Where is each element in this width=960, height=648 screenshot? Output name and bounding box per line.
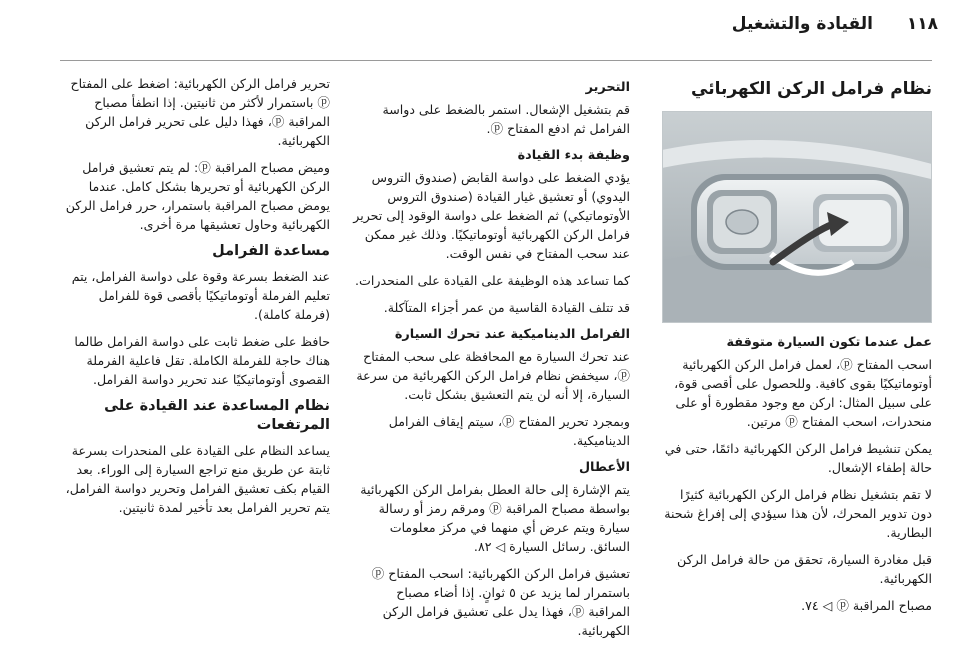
dynamic-text-2: وبمجرد تحرير المفتاح ⓟ، سيتم إيقاف الفرامل الديناميكية. — [388, 414, 630, 448]
wear-text: قد تتلف القيادة القاسية من عمر أجزاء المتآكلة. — [383, 300, 630, 315]
page-title — [732, 14, 938, 34]
section-title: نظام فرامل الركن الكهربائي — [691, 79, 932, 99]
hill-start-text: يساعد النظام على القيادة على المنحدرات بسرعة ثابتة عن طريق منع تراجع السيارة إلى الوراء. بعد القيام بكف تعشيق الفرامل وتحرير دواسة الفرامل، يتم تحرير الفرامل بعد تأخير لمدة ثانيتين. — [65, 443, 330, 515]
brake-assist-text: عند الضغط بسرعة وقوة على دواسة الفرامل، يتم تعليم الفرملة أوتوماتيكيًا بأقصى قوة للفرامل (فرملة كاملة). — [71, 269, 330, 322]
page-footer — [0, 632, 960, 642]
assist-text: كما تساعد هذه الوظيفة على القيادة على المنحدرات. — [355, 273, 630, 288]
fault-text: يتم الإشارة إلى حالة العطل بفرامل الركن الكهربائية بواسطة مصباح المراقبة ⓟ ومرقم رمز أو رسالة سيارة ويتم عرض أي منهما في مركز معلومات السائق. رسائل السيارة ◁ ٨٢. — [360, 482, 630, 554]
fault-text-2: تعشيق فرامل الركن الكهربائية: اسحب المفتاح ⓟ باستمرار لما يزيد عن ٥ ثوانٍ. إذا أضاء مصباح المراقبة ⓟ، فهذا يدل على تعشيق فرامل الركن الكهربائية. — [371, 566, 630, 638]
chapter-title: القيادة والتشغيل — [731, 14, 873, 34]
dynamic-text: عند تحرك السيارة مع المحافظة على سحب المفتاح ⓟ، سيخفض نظام فرامل الركن الكهربائية من سرعة السيارة، إلا أنه لن يتم التعشيق بشكل ثابت. — [356, 349, 630, 402]
header-divider — [60, 60, 932, 61]
parking-brake-switch-image — [662, 111, 932, 323]
para-1: اسحب المفتاح ⓟ، لعمل فرامل الركن الكهربائية أوتوماتيكيًا بقوى كافية. وللحصول على أقصى قوة، على سبيل المثال: اركن مع وجود مقطورة أو على منحدرات، اسحب المفتاح ⓟ مرتين. — [674, 357, 932, 429]
para-4: قبل مغادرة السيارة، تحقق من حالة فرامل الركن الكهربائية. — [677, 552, 932, 586]
para-2: يمكن تنشيط فرامل الركن الكهربائية دائمًا، حتى في حالة إطفاء الإشعال. — [664, 441, 932, 475]
page-header — [0, 0, 960, 58]
para-3: لا تقم بتشغيل نظام فرامل الركن الكهربائية كثيرًا دون تدوير المحرك، لأن هذا سيؤدي إلى إفراغ شحنة البطارية. — [664, 487, 932, 540]
release-text: قم بتشغيل الإشعال. استمر بالضغط على دواسة الفرامل ثم ادفع المفتاح ⓟ. — [382, 102, 630, 136]
brake-assist-text-2: حافظ على ضغط ثابت على دواسة الفرامل طالما هناك حاجة للفرملة الكاملة. تقل فاعلية الفرملة القصوى أوتوماتيكيًا عند تحرير دواسة الفرامل. — [74, 334, 330, 387]
fault-heading: الأعطال — [578, 460, 630, 475]
left-column — [60, 74, 330, 525]
flash-text: وميض مصباح المراقبة ⓟ: لم يتم تعشيق فرامل الركن الكهربائية أو تحريرها بشكل كامل. عندما يومض مصباح المراقبة باستمرار، حرر فرامل الركن الكهربائية وحاول تعشيقها مرة أخرى. — [65, 160, 330, 232]
right-column — [662, 74, 932, 623]
drive-away-text: يؤدي الضغط على دواسة القابض (صندوق التروس اليدوي) أو تعشيق غيار القيادة (صندوق التروس الأوتوماتيكي) ثم الضغط على دواسة الوقود إلى تحرير فرامل الركن الكهربائية أوتوماتيكيًا. وذلك غير ممكن عند سحب المفتاح في نفس الوقت. — [353, 170, 630, 261]
para-5: مصباح المراقبة ⓟ ◁ ٧٤. — [801, 598, 932, 613]
drive-away-heading: وظيفة بدء القيادة — [517, 148, 630, 163]
middle-column — [352, 74, 630, 648]
brake-assist-heading: مساعدة الفرامل — [212, 243, 330, 259]
release-fault-text: تحرير فرامل الركن الكهربائية: اضغط على المفتاح ⓟ باستمرار لأكثر من ثانيتين. إذا انطفأ مصباح المراقبة ⓟ، فهذا دليل على تحرير فرامل الركن الكهربائية. — [70, 76, 330, 148]
release-heading: التحرير — [585, 80, 630, 95]
page-number: ١١٨ — [906, 14, 938, 34]
para-1-title: عمل عندما تكون السيارة متوقفة — [726, 335, 932, 350]
hill-start-heading: نظام المساعدة عند القيادة على المرتفعات — [104, 398, 330, 433]
dynamic-heading: الفرامل الديناميكية عند تحرك السيارة — [394, 327, 630, 342]
